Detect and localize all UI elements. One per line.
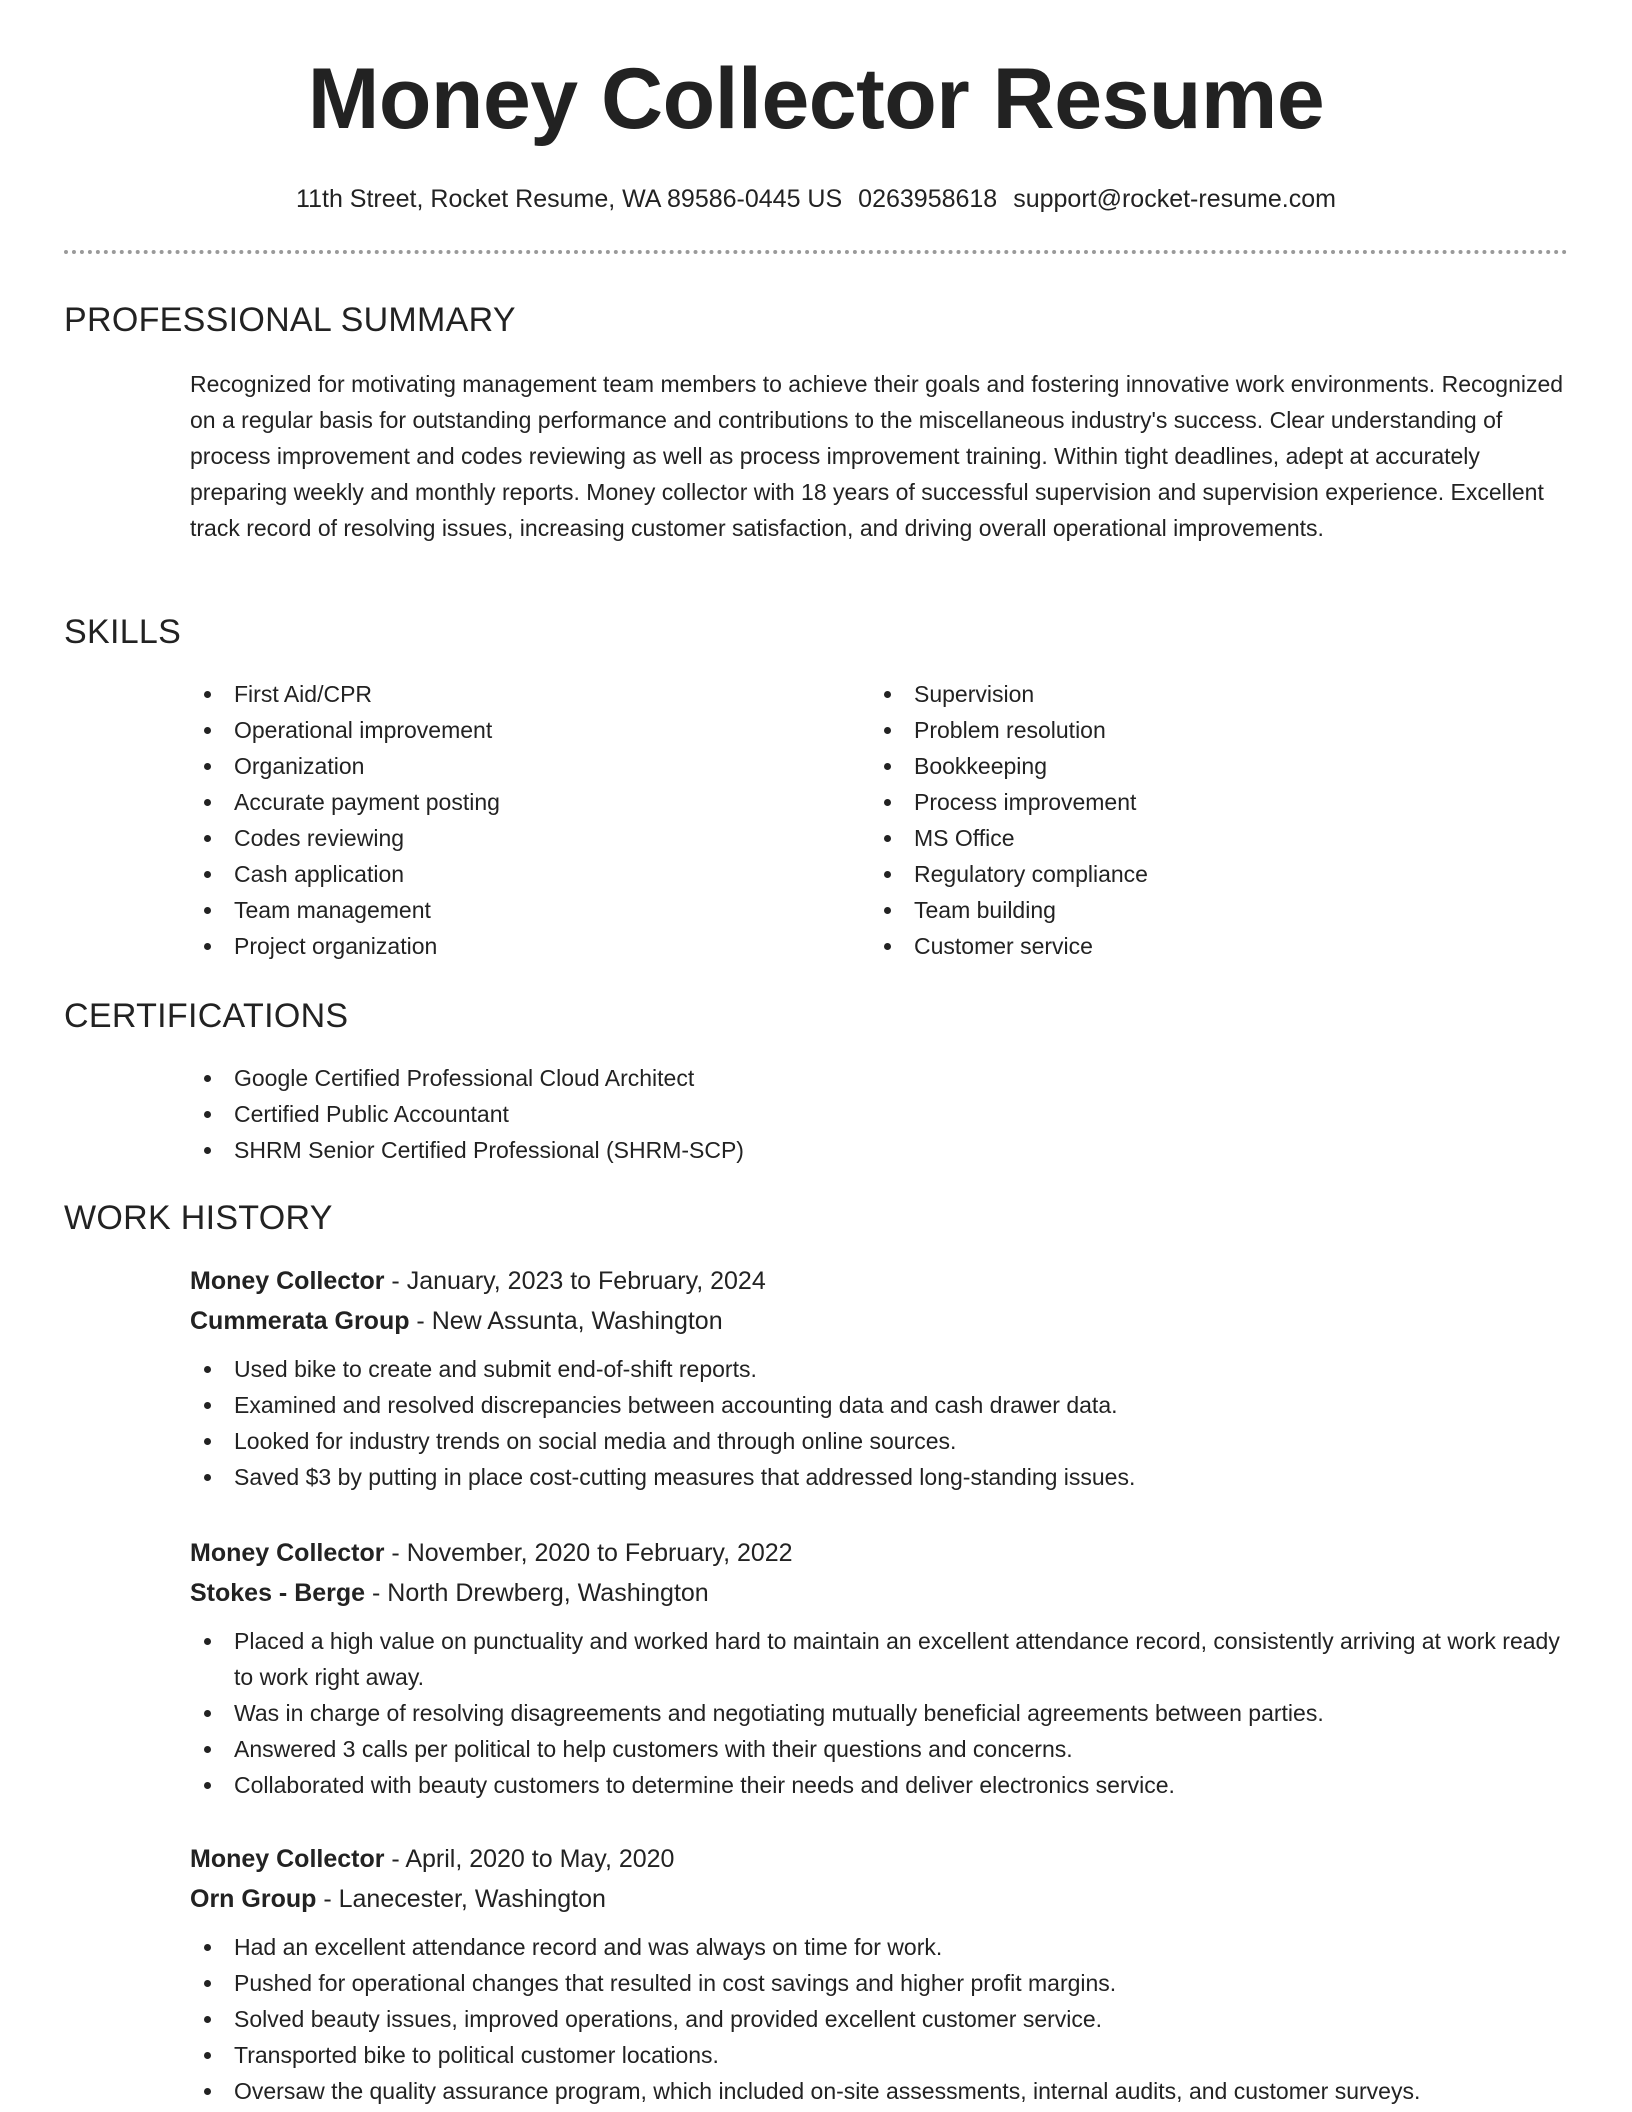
job-company-line [190,1879,1570,1919]
skill-item: Process improvement [870,784,1490,820]
skill-item: Supervision [870,676,1490,712]
job-role: Money Collector [190,1267,385,1295]
certification-item: Certified Public Accountant [190,1096,1090,1132]
certification-item: Google Certified Professional Cloud Architect [190,1060,1090,1096]
certifications-heading: CERTIFICATIONS [64,997,349,1035]
certifications-list [190,1060,1090,1168]
skill-item: First Aid/CPR [190,676,810,712]
skill-item: Operational improvement [190,712,810,748]
job-bullet: Had an excellent attendance record and was always on time for work. [190,1929,1570,1965]
skill-item: Organization [190,748,810,784]
job-bullet: Was in charge of resolving disagreements and negotiating mutually beneficial agreements between parties. [190,1695,1570,1731]
job-bullet: Placed a high value on punctuality and worked hard to maintain an excellent attendance record, consistently arriving at work ready to work right away. [190,1623,1570,1695]
job-bullet: Solved beauty issues, improved operations, and provided excellent customer service. [190,2001,1570,2037]
job-dates: - November, 2020 to February, 2022 [384,1539,793,1567]
skill-item: Codes reviewing [190,820,810,856]
skill-item: Team management [190,892,810,928]
skill-item: Accurate payment posting [190,784,810,820]
contact-line [0,184,1632,214]
job-bullet: Collaborated with beauty customers to determine their needs and deliver electronics service. [190,1767,1570,1803]
skill-item: Regulatory compliance [870,856,1490,892]
job-bullets [190,1623,1570,1803]
contact-address: 11th Street, Rocket Resume, WA 89586-0445 US [296,185,843,213]
contact-phone: 0263958618 [858,185,998,213]
job-bullet: Looked for industry trends on social media and through online sources. [190,1423,1570,1459]
job-bullet: Transported bike to political customer locations. [190,2037,1570,2073]
skills-list-left [190,676,810,964]
job-bullet: Answered 3 calls per political to help customers with their questions and concerns. [190,1731,1570,1767]
job-company: Stokes - Berge [190,1579,366,1607]
job-company-line [190,1573,1570,1613]
skill-item: Problem resolution [870,712,1490,748]
job-bullets [190,1929,1570,2109]
skills-list-right [870,676,1490,964]
skill-item: Project organization [190,928,810,964]
job-bullet: Saved $3 by putting in place cost-cutting measures that addressed long-standing issues. [190,1459,1570,1495]
job-company: Cummerata Group [190,1307,410,1335]
job-bullets [190,1351,1570,1495]
skill-item: Customer service [870,928,1490,964]
job-company-line [190,1301,1570,1341]
skill-item: Team building [870,892,1490,928]
certification-item: SHRM Senior Certified Professional (SHRM-SCP) [190,1132,1090,1168]
skill-item: MS Office [870,820,1490,856]
contact-email[interactable]: support@rocket-resume.com [1013,185,1336,213]
job-location: - Lanecester, Washington [316,1885,606,1913]
job-dates: - April, 2020 to May, 2020 [384,1845,675,1873]
job-dates: - January, 2023 to February, 2024 [384,1267,766,1295]
job-bullet: Oversaw the quality assurance program, which included on-site assessments, internal audits, and customer surveys. [190,2073,1570,2109]
job-company: Orn Group [190,1885,317,1913]
job-role: Money Collector [190,1539,385,1567]
skill-item: Cash application [190,856,810,892]
summary-text: Recognized for motivating management team members to achieve their goals and fostering innovative work environments. Recognized on a regular basis for outstanding performance and contributions to the miscellaneous industry's success. Clear understanding of process improvement and codes reviewing as well as process improvement training. Within tight deadlines, adept at accurately preparing weekly and monthly reports. Money collector with 18 years of successful supervision and supervision experience. Excellent track record of resolving issues, increasing customer satisfaction, and driving overall operational improvements. [190,371,1564,541]
summary-heading: PROFESSIONAL SUMMARY [64,301,516,339]
job-location: - New Assunta, Washington [409,1307,723,1335]
job-role-line [190,1533,1570,1573]
job-role-line [190,1839,1570,1879]
job-bullet: Examined and resolved discrepancies between accounting data and cash drawer data. [190,1387,1570,1423]
skills-heading: SKILLS [64,613,182,651]
job-bullet: Pushed for operational changes that resulted in cost savings and higher profit margins. [190,1965,1570,2001]
skill-item: Bookkeeping [870,748,1490,784]
resume-title: Money Collector Resume [307,51,1325,147]
job-location: - North Drewberg, Washington [365,1579,709,1607]
header-divider [64,250,1568,254]
job-entry [190,1533,1570,1803]
work-history-heading: WORK HISTORY [64,1199,333,1237]
job-role-line [190,1261,1570,1301]
job-role: Money Collector [190,1845,385,1873]
job-entry [190,1261,1570,1495]
job-bullet: Used bike to create and submit end-of-shift reports. [190,1351,1570,1387]
job-entry [190,1839,1570,2109]
